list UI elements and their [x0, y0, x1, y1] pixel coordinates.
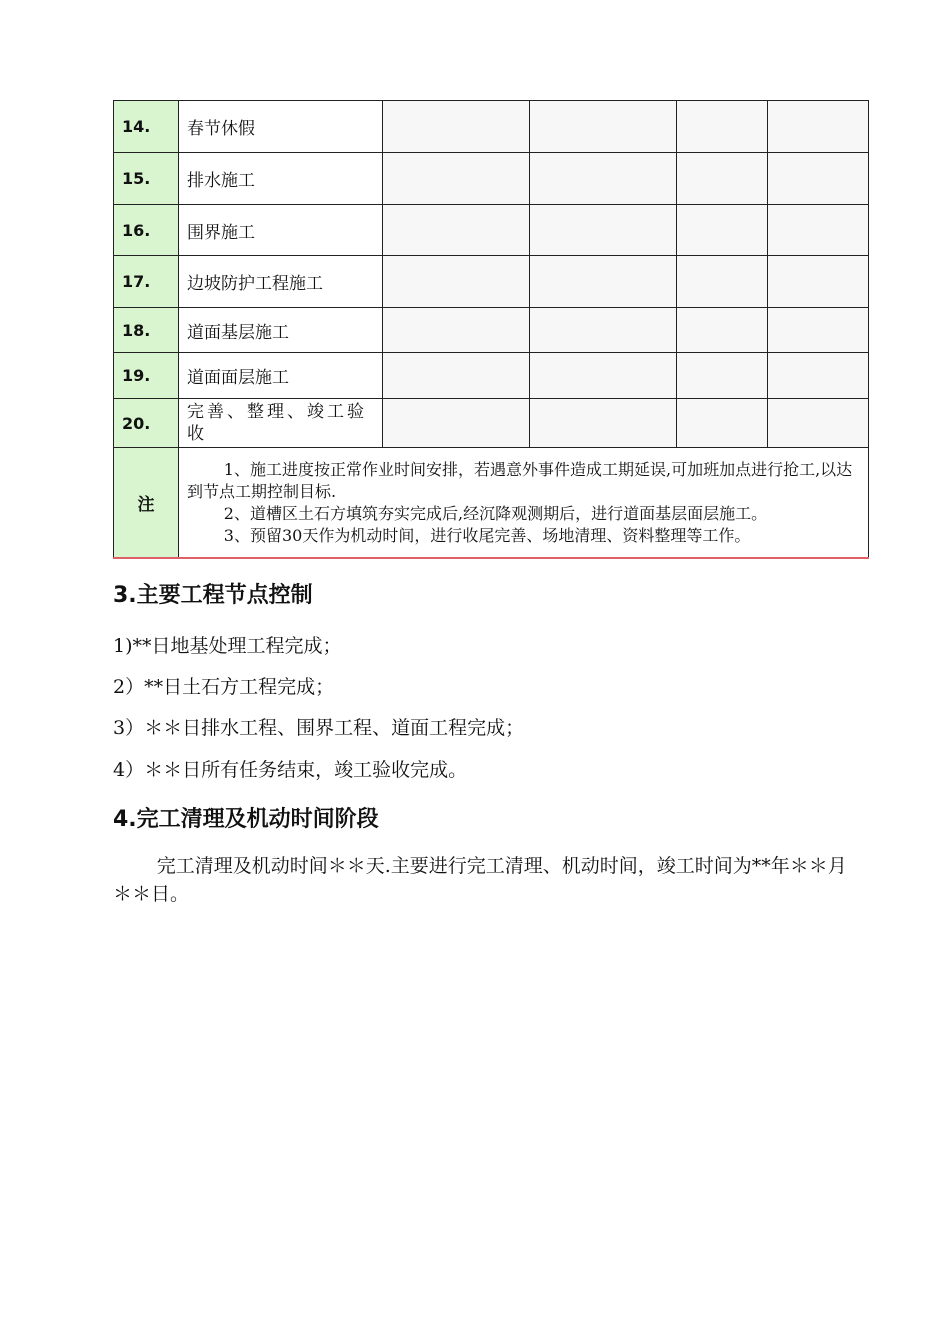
task-name: 春节休假 — [179, 101, 383, 153]
empty-cell — [768, 153, 869, 205]
empty-cell — [768, 101, 869, 153]
milestone-item-4: 4）＊＊日所有任务结束，竣工验收完成。 — [113, 759, 468, 781]
empty-cell — [677, 205, 768, 256]
empty-cell — [677, 353, 768, 399]
empty-cell — [383, 353, 530, 399]
empty-cell — [530, 399, 677, 448]
section-4-heading: 4.完工清理及机动时间阶段 — [113, 807, 379, 832]
row-number: 17. — [114, 256, 179, 308]
empty-cell — [677, 153, 768, 205]
empty-cell — [677, 256, 768, 308]
task-name: 边坡防护工程施工 — [179, 256, 383, 308]
empty-cell — [383, 399, 530, 448]
empty-cell — [530, 101, 677, 153]
empty-cell — [530, 256, 677, 308]
task-name: 道面面层施工 — [179, 353, 383, 399]
row-number: 19. — [114, 353, 179, 399]
note-body — [179, 448, 869, 558]
table-row — [114, 399, 869, 448]
note-label: 注 — [114, 448, 179, 558]
note-line-2: 2、道槽区土石方填筑夯实完成后,经沉降观测期后，进行道面基层面层施工。 — [223, 504, 768, 524]
table-row — [114, 256, 869, 308]
task-name: 完善、整理、竣工验收 — [179, 399, 383, 448]
table-row — [114, 308, 869, 353]
note-row — [114, 448, 869, 558]
empty-cell — [768, 353, 869, 399]
empty-cell — [383, 205, 530, 256]
schedule-table — [113, 100, 869, 559]
section-3-heading: 3.主要工程节点控制 — [113, 583, 313, 608]
task-name: 围界施工 — [179, 205, 383, 256]
empty-cell — [677, 308, 768, 353]
task-name: 道面基层施工 — [179, 308, 383, 353]
empty-cell — [677, 399, 768, 448]
milestone-item-1: 1)**日地基处理工程完成； — [113, 635, 342, 657]
empty-cell — [768, 256, 869, 308]
row-number: 15. — [114, 153, 179, 205]
empty-cell — [530, 353, 677, 399]
empty-cell — [383, 308, 530, 353]
section-4-paragraph: 完工清理及机动时间＊＊天.主要进行完工清理、机动时间，竣工时间为**年＊＊月＊＊日。 — [113, 855, 847, 905]
empty-cell — [383, 256, 530, 308]
table-row — [114, 153, 869, 205]
note-line-3: 3、预留30天作为机动时间，进行收尾完善、场地清理、资料整理等工作。 — [223, 526, 751, 546]
table-row — [114, 101, 869, 153]
table-row — [114, 205, 869, 256]
note-line-1: 1、施工进度按正常作业时间安排，若遇意外事件造成工期延误,可加班加点进行抢工,以达到节点工期控制目标. — [187, 460, 853, 502]
empty-cell — [530, 153, 677, 205]
empty-cell — [530, 205, 677, 256]
row-number: 18. — [114, 308, 179, 353]
empty-cell — [383, 101, 530, 153]
empty-cell — [677, 101, 768, 153]
milestone-item-2: 2）**日土石方工程完成； — [113, 676, 335, 698]
empty-cell — [530, 308, 677, 353]
row-number: 16. — [114, 205, 179, 256]
empty-cell — [768, 205, 869, 256]
table-row — [114, 353, 869, 399]
row-number: 20. — [114, 399, 179, 448]
task-name: 排水施工 — [179, 153, 383, 205]
empty-cell — [768, 308, 869, 353]
row-number: 14. — [114, 101, 179, 153]
empty-cell — [768, 399, 869, 448]
milestone-item-3: 3）＊＊日排水工程、围界工程、道面工程完成； — [113, 717, 525, 739]
empty-cell — [383, 153, 530, 205]
